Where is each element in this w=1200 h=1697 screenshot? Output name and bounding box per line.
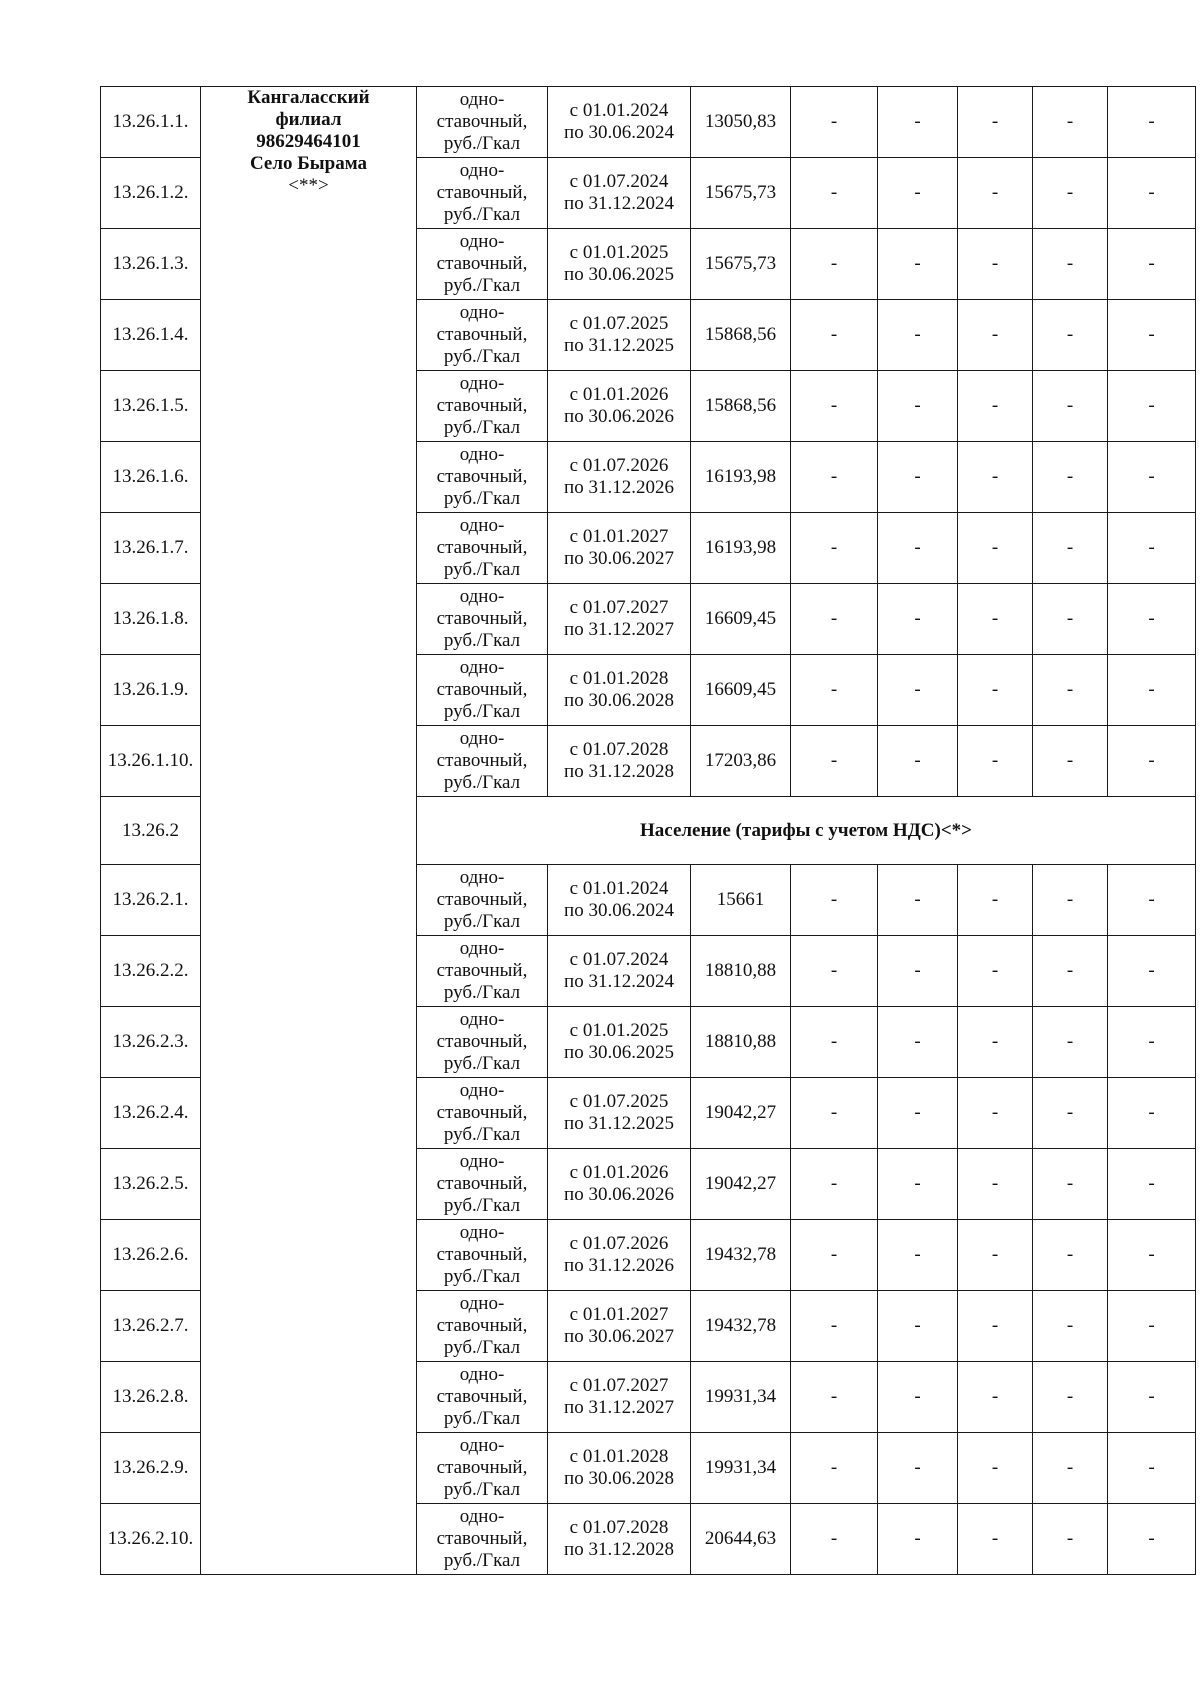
rate-type: одно-ставочный, руб./Гкал [417,158,548,229]
row-number: 13.26.1.6. [101,442,201,513]
empty-value: - [1033,1504,1108,1575]
empty-value: - [878,158,958,229]
empty-value: - [958,158,1033,229]
rate-type: одно-ставочный, руб./Гкал [417,1433,548,1504]
row-number: 13.26.2.9. [101,1433,201,1504]
period-to: по 31.12.2024 [564,193,674,214]
empty-value: - [958,371,1033,442]
validity-period [548,229,691,300]
organization-line: Село Бырама [249,153,368,174]
tariff-value: 16609,45 [691,655,791,726]
empty-value: - [1033,1078,1108,1149]
empty-value: - [958,1362,1033,1433]
validity-period [548,1362,691,1433]
rate-type: одно-ставочный, руб./Гкал [417,584,548,655]
empty-value: - [878,1504,958,1575]
empty-value: - [878,442,958,513]
empty-value: - [1108,1007,1196,1078]
empty-value: - [878,1220,958,1291]
empty-value: - [958,1433,1033,1504]
empty-value: - [878,726,958,797]
empty-value: - [878,655,958,726]
empty-value: - [791,1149,878,1220]
period-from: с 01.01.2024 [569,878,669,899]
empty-value: - [791,584,878,655]
tariff-value: 16193,98 [691,513,791,584]
organization-cell [201,87,417,1575]
row-number: 13.26.2.2. [101,936,201,1007]
row-number: 13.26.1.3. [101,229,201,300]
empty-value: - [1108,300,1196,371]
empty-value: - [1108,513,1196,584]
tariff-value: 16609,45 [691,584,791,655]
empty-value: - [1108,1433,1196,1504]
validity-period [548,865,691,936]
validity-period [548,513,691,584]
tariff-value: 15661 [691,865,791,936]
period-from: с 01.07.2028 [569,1517,669,1538]
period-from: с 01.01.2028 [569,668,669,689]
row-number: 13.26.2.8. [101,1362,201,1433]
empty-value: - [878,371,958,442]
row-number: 13.26.2.7. [101,1291,201,1362]
empty-value: - [1033,1362,1108,1433]
organization-footnote-mark: <**> [288,175,329,196]
row-number: 13.26.1.5. [101,371,201,442]
empty-value: - [878,1078,958,1149]
organization-line: Кангаласский [247,87,370,108]
row-number: 13.26.1.9. [101,655,201,726]
empty-value: - [1033,158,1108,229]
empty-value: - [791,513,878,584]
tariff-value: 19432,78 [691,1291,791,1362]
tariff-value: 19432,78 [691,1220,791,1291]
empty-value: - [1033,87,1108,158]
empty-value: - [1108,1504,1196,1575]
empty-value: - [958,87,1033,158]
tariff-value: 16193,98 [691,442,791,513]
empty-value: - [791,1007,878,1078]
period-to: по 30.06.2027 [564,548,674,569]
empty-value: - [1033,726,1108,797]
table-row [101,87,1196,158]
empty-value: - [791,87,878,158]
empty-value: - [791,442,878,513]
empty-value: - [958,1504,1033,1575]
empty-value: - [791,655,878,726]
period-from: с 01.01.2028 [569,1446,669,1467]
rate-type: одно-ставочный, руб./Гкал [417,1007,548,1078]
tariff-table [100,86,1196,1575]
period-to: по 30.06.2025 [564,1042,674,1063]
tariff-value: 15868,56 [691,371,791,442]
empty-value: - [1033,371,1108,442]
period-from: с 01.01.2027 [569,1304,669,1325]
empty-value: - [878,1291,958,1362]
empty-value: - [1033,300,1108,371]
empty-value: - [1108,726,1196,797]
empty-value: - [791,1291,878,1362]
empty-value: - [791,1078,878,1149]
organization-line: 98629464101 [256,131,361,152]
validity-period [548,936,691,1007]
empty-value: - [958,1078,1033,1149]
empty-value: - [958,1220,1033,1291]
empty-value: - [958,1149,1033,1220]
empty-value: - [791,300,878,371]
period-to: по 30.06.2027 [564,1326,674,1347]
section-title: Население (тарифы с учетом НДС)<*> [417,797,1196,865]
period-to: по 30.06.2025 [564,264,674,285]
empty-value: - [878,1149,958,1220]
empty-value: - [791,229,878,300]
empty-value: - [791,865,878,936]
row-number: 13.26.2.5. [101,1149,201,1220]
empty-value: - [878,300,958,371]
validity-period [548,1007,691,1078]
empty-value: - [878,1433,958,1504]
row-number: 13.26.2.10. [101,1504,201,1575]
period-from: с 01.01.2026 [569,384,669,405]
validity-period [548,1433,691,1504]
rate-type: одно-ставочный, руб./Гкал [417,1149,548,1220]
period-from: с 01.01.2026 [569,1162,669,1183]
rate-type: одно-ставочный, руб./Гкал [417,726,548,797]
period-to: по 30.06.2026 [564,1184,674,1205]
period-to: по 31.12.2028 [564,761,674,782]
period-to: по 30.06.2024 [564,900,674,921]
period-from: с 01.07.2027 [569,597,669,618]
period-to: по 31.12.2027 [564,1397,674,1418]
tariff-value: 20644,63 [691,1504,791,1575]
empty-value: - [1108,865,1196,936]
tariff-value: 19042,27 [691,1149,791,1220]
empty-value: - [878,936,958,1007]
empty-value: - [1108,229,1196,300]
rate-type: одно-ставочный, руб./Гкал [417,1220,548,1291]
period-to: по 31.12.2024 [564,971,674,992]
tariff-value: 19042,27 [691,1078,791,1149]
empty-value: - [1033,1149,1108,1220]
empty-value: - [1108,1291,1196,1362]
empty-value: - [1108,1362,1196,1433]
empty-value: - [878,584,958,655]
validity-period [548,1504,691,1575]
period-from: с 01.07.2027 [569,1375,669,1396]
period-to: по 30.06.2026 [564,406,674,427]
rate-type: одно-ставочный, руб./Гкал [417,936,548,1007]
validity-period [548,158,691,229]
rate-type: одно-ставочный, руб./Гкал [417,1362,548,1433]
empty-value: - [1108,442,1196,513]
empty-value: - [791,1362,878,1433]
validity-period [548,442,691,513]
section-number: 13.26.2 [101,797,201,865]
rate-type: одно-ставочный, руб./Гкал [417,229,548,300]
empty-value: - [1033,513,1108,584]
empty-value: - [791,1220,878,1291]
empty-value: - [1033,1291,1108,1362]
empty-value: - [958,1007,1033,1078]
row-number: 13.26.1.8. [101,584,201,655]
validity-period [548,1291,691,1362]
period-to: по 30.06.2028 [564,690,674,711]
empty-value: - [1033,1220,1108,1291]
validity-period [548,371,691,442]
period-from: с 01.07.2026 [569,1233,669,1254]
empty-value: - [958,1291,1033,1362]
period-to: по 30.06.2024 [564,122,674,143]
empty-value: - [878,87,958,158]
empty-value: - [878,865,958,936]
empty-value: - [958,442,1033,513]
rate-type: одно-ставочный, руб./Гкал [417,442,548,513]
period-from: с 01.07.2024 [569,171,669,192]
row-number: 13.26.2.3. [101,1007,201,1078]
empty-value: - [791,936,878,1007]
empty-value: - [958,584,1033,655]
rate-type: одно-ставочный, руб./Гкал [417,513,548,584]
rate-type: одно-ставочный, руб./Гкал [417,87,548,158]
tariff-table-body [101,87,1196,1575]
period-to: по 31.12.2026 [564,477,674,498]
empty-value: - [958,865,1033,936]
validity-period [548,1149,691,1220]
row-number: 13.26.1.4. [101,300,201,371]
empty-value: - [791,371,878,442]
period-from: с 01.07.2028 [569,739,669,760]
empty-value: - [1033,655,1108,726]
row-number: 13.26.1.1. [101,87,201,158]
empty-value: - [958,513,1033,584]
row-number: 13.26.2.6. [101,1220,201,1291]
period-from: с 01.01.2025 [569,242,669,263]
tariff-value: 18810,88 [691,1007,791,1078]
period-from: с 01.07.2025 [569,1091,669,1112]
empty-value: - [791,158,878,229]
organization-line: филиал [275,109,342,130]
tariff-value: 15868,56 [691,300,791,371]
row-number: 13.26.1.10. [101,726,201,797]
empty-value: - [1033,1007,1108,1078]
rate-type: одно-ставочный, руб./Гкал [417,1291,548,1362]
tariff-value: 19931,34 [691,1362,791,1433]
rate-type: одно-ставочный, руб./Гкал [417,1078,548,1149]
empty-value: - [1033,442,1108,513]
period-from: с 01.01.2025 [569,1020,669,1041]
empty-value: - [1033,936,1108,1007]
empty-value: - [791,1433,878,1504]
row-number: 13.26.2.4. [101,1078,201,1149]
empty-value: - [958,229,1033,300]
tariff-value: 19931,34 [691,1433,791,1504]
validity-period [548,87,691,158]
row-number: 13.26.2.1. [101,865,201,936]
row-number: 13.26.1.7. [101,513,201,584]
validity-period [548,1220,691,1291]
tariff-value: 17203,86 [691,726,791,797]
period-from: с 01.07.2026 [569,455,669,476]
empty-value: - [1108,87,1196,158]
validity-period [548,300,691,371]
empty-value: - [1108,1220,1196,1291]
rate-type: одно-ставочный, руб./Гкал [417,300,548,371]
tariff-value: 13050,83 [691,87,791,158]
empty-value: - [1108,1149,1196,1220]
empty-value: - [958,726,1033,797]
period-to: по 30.06.2028 [564,1468,674,1489]
empty-value: - [1033,865,1108,936]
empty-value: - [878,229,958,300]
empty-value: - [1108,158,1196,229]
period-to: по 31.12.2025 [564,1113,674,1134]
empty-value: - [1033,229,1108,300]
rate-type: одно-ставочный, руб./Гкал [417,655,548,726]
row-number: 13.26.1.2. [101,158,201,229]
validity-period [548,655,691,726]
empty-value: - [1033,584,1108,655]
validity-period [548,726,691,797]
empty-value: - [878,513,958,584]
empty-value: - [791,726,878,797]
period-to: по 31.12.2027 [564,619,674,640]
empty-value: - [958,655,1033,726]
rate-type: одно-ставочный, руб./Гкал [417,865,548,936]
empty-value: - [1108,584,1196,655]
period-from: с 01.07.2024 [569,949,669,970]
empty-value: - [791,1504,878,1575]
period-to: по 31.12.2028 [564,1539,674,1560]
period-to: по 31.12.2025 [564,335,674,356]
empty-value: - [1108,936,1196,1007]
empty-value: - [1108,1078,1196,1149]
period-to: по 31.12.2026 [564,1255,674,1276]
validity-period [548,584,691,655]
empty-value: - [1033,1433,1108,1504]
empty-value: - [1108,655,1196,726]
rate-type: одно-ставочный, руб./Гкал [417,1504,548,1575]
period-from: с 01.07.2025 [569,313,669,334]
empty-value: - [958,936,1033,1007]
period-from: с 01.01.2024 [569,100,669,121]
tariff-value: 15675,73 [691,229,791,300]
rate-type: одно-ставочный, руб./Гкал [417,371,548,442]
empty-value: - [878,1007,958,1078]
empty-value: - [1108,371,1196,442]
tariff-value: 15675,73 [691,158,791,229]
period-from: с 01.01.2027 [569,526,669,547]
empty-value: - [878,1362,958,1433]
tariff-value: 18810,88 [691,936,791,1007]
empty-value: - [958,300,1033,371]
validity-period [548,1078,691,1149]
